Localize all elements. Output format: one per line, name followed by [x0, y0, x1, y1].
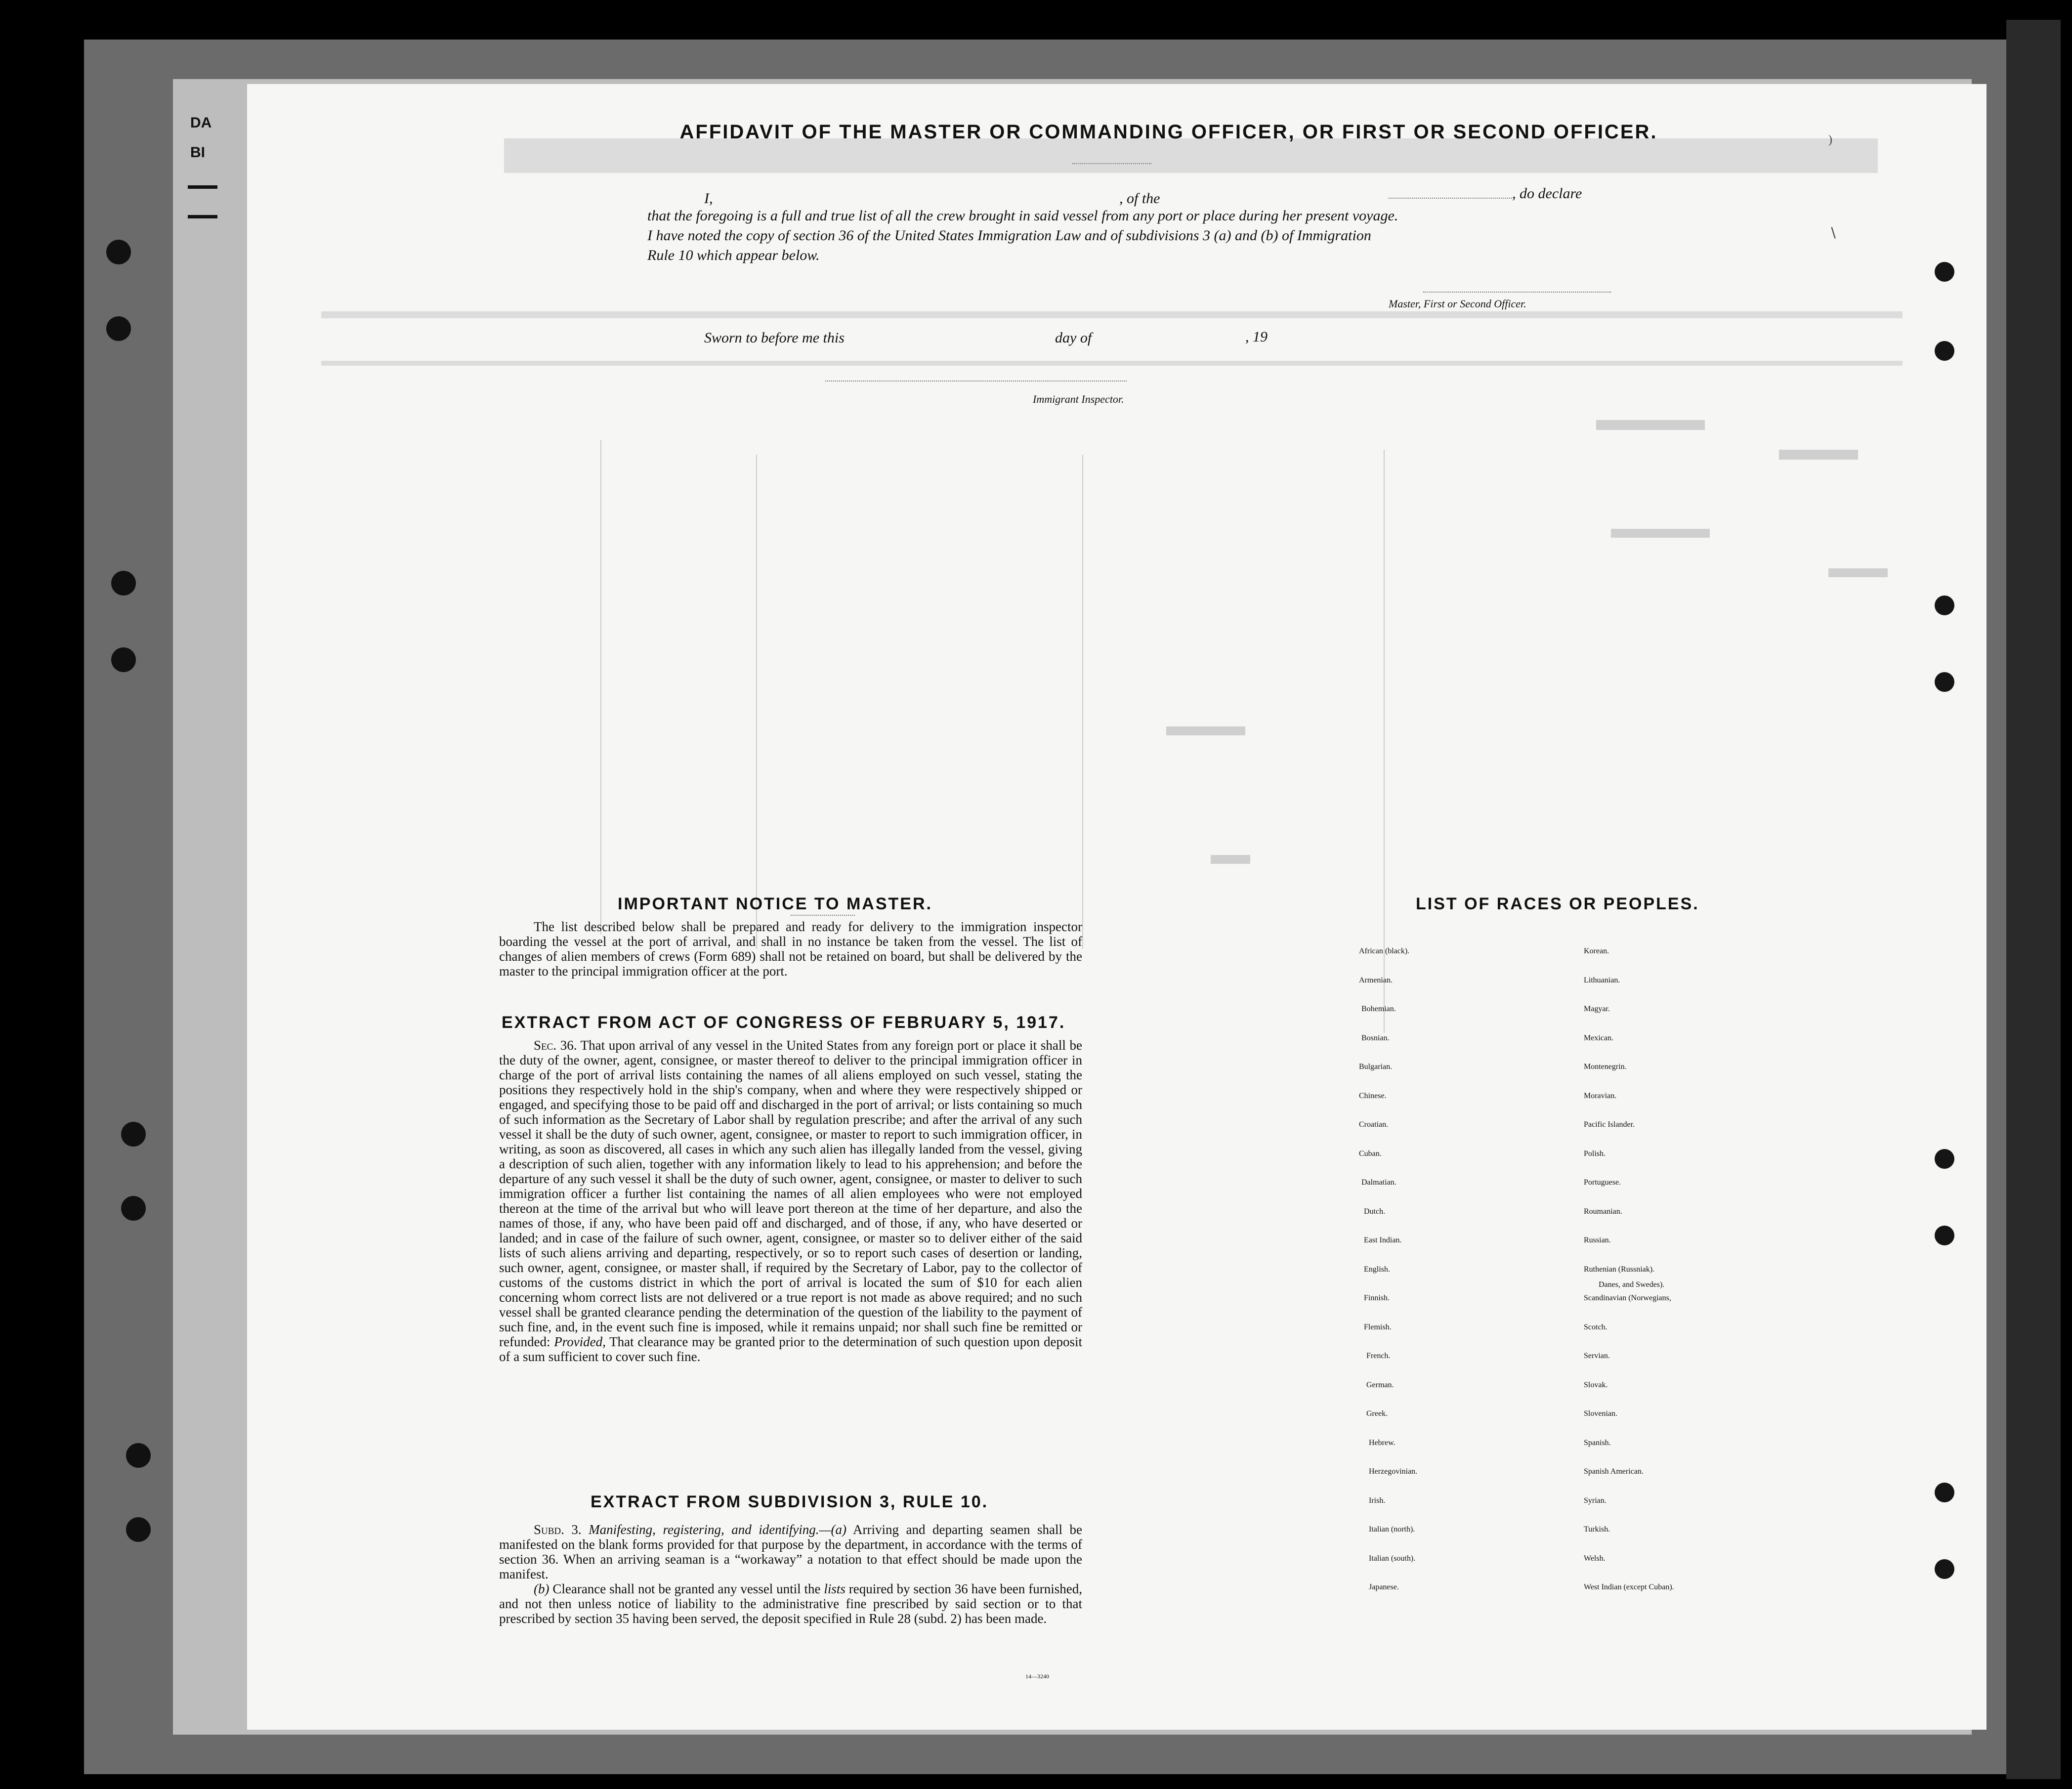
race-item: Bulgarian.	[1359, 1063, 1393, 1071]
race-item: Flemish.	[1364, 1322, 1392, 1331]
underlying-rule	[188, 185, 217, 189]
column-rule	[756, 455, 757, 949]
inspector-caption: Immigrant Inspector.	[1033, 393, 1124, 405]
race-item: West Indian (except Cuban).	[1584, 1583, 1674, 1591]
race-item: Armenian.	[1359, 976, 1393, 984]
bleed-through-mark	[1211, 855, 1250, 864]
signature-caption: Master, First or Second Officer.	[1389, 298, 1526, 310]
binder-hole	[111, 571, 136, 596]
sworn-year: , 19	[1245, 329, 1268, 345]
race-item: African (black).	[1359, 947, 1410, 955]
underlying-label-da: DA	[190, 115, 212, 131]
affidavit-do-declare: , do declare	[1512, 185, 1582, 202]
race-item: Dalmatian.	[1361, 1178, 1396, 1187]
race-item: Polish.	[1584, 1149, 1606, 1158]
punch-hole	[1935, 596, 1954, 615]
pen-mark: ∖	[1828, 226, 1837, 241]
race-item: Roumanian.	[1584, 1207, 1622, 1216]
bleed-through-header	[504, 138, 1878, 173]
column-rule	[1082, 455, 1083, 949]
inspector-rule	[825, 381, 1127, 382]
binder-hole	[126, 1517, 151, 1542]
para-b-start: Clearance shall not be granted any vessel until the	[552, 1581, 821, 1596]
sworn-text: Sworn to before me this	[704, 330, 845, 346]
race-item: Lithuanian.	[1584, 976, 1620, 984]
race-item: Italian (north).	[1369, 1525, 1415, 1533]
affidavit-line-2: that the foregoing is a full and true list of all the crew brought in said vessel from any port or place during her present voyage.	[647, 208, 1398, 224]
subd-3-heading: Manifesting, registering, and identifying.	[589, 1522, 819, 1537]
race-item: Bosnian.	[1361, 1033, 1390, 1042]
sec-36-body-end: That clearance may be granted prior to the determination of such question upon deposit of a sum sufficient to cover such fine.	[499, 1334, 1083, 1364]
races-title: LIST OF RACES OR PEOPLES.	[1416, 894, 1699, 913]
bleed-through-line	[321, 311, 1903, 318]
affidavit-line-4: Rule 10 which appear below.	[647, 247, 820, 263]
punch-hole	[1935, 1226, 1954, 1245]
race-item: Turkish.	[1584, 1525, 1610, 1533]
affidavit-title: AFFIDAVIT OF THE MASTER OR COMMANDING OFFICER, OR FIRST OR SECOND OFFICER.	[679, 121, 1658, 143]
extract-rule-title: EXTRACT FROM SUBDIVISION 3, RULE 10.	[591, 1492, 989, 1511]
race-item: Chinese.	[1359, 1091, 1387, 1100]
column-rule	[600, 440, 601, 934]
affidavit-i: I,	[704, 190, 713, 207]
race-item: Syrian.	[1584, 1496, 1607, 1505]
race-item: German.	[1366, 1380, 1394, 1389]
race-item: Greek.	[1366, 1409, 1388, 1418]
affidavit-page	[247, 84, 1987, 1730]
bleed-through-mark	[1596, 420, 1705, 430]
extract-act-title: EXTRACT FROM ACT OF CONGRESS OF FEBRUARY 5, 1917.	[502, 1013, 1066, 1032]
extract-act-block	[499, 1038, 1082, 1364]
affidavit-of-the: , of the	[1119, 190, 1160, 207]
race-item: Slovak.	[1584, 1380, 1608, 1389]
race-item: Russian.	[1584, 1236, 1611, 1244]
race-item: Portuguese.	[1584, 1178, 1621, 1187]
binder-hole	[121, 1122, 146, 1147]
binder-hole	[111, 647, 136, 672]
race-item: Bohemian.	[1361, 1005, 1396, 1013]
bleed-through-mark	[1779, 450, 1858, 460]
binder-hole	[106, 240, 131, 264]
subd-3-label: Subd. 3.	[534, 1522, 582, 1537]
vessel-name-rule	[1389, 198, 1512, 199]
race-item: Korean.	[1584, 947, 1609, 955]
sworn-day-of: day of	[1055, 330, 1092, 346]
notice-title: IMPORTANT NOTICE TO MASTER.	[618, 894, 932, 913]
race-item: Pacific Islander.	[1584, 1120, 1635, 1129]
race-item: Dutch.	[1364, 1207, 1386, 1216]
race-item: Servian.	[1584, 1352, 1610, 1360]
para-b-lists: lists	[824, 1581, 846, 1596]
sec-36-label: Sec. 36.	[534, 1038, 577, 1053]
para-b-end: required by section 36 have been furnished, and not then unless notice of liability to the administrative fine prescribed by said section or to that prescribed by section 35 having been served, the deposit specified in Rule 28 (subd. 2) has been made.	[499, 1581, 1082, 1626]
race-item: Welsh.	[1584, 1554, 1606, 1563]
race-item: Herzegovinian.	[1369, 1467, 1418, 1476]
race-item: English.	[1364, 1265, 1390, 1274]
affidavit-line-3: I have noted the copy of section 36 of the United States Immigration Law and of subdivisions 3 (a) and (b) of Immigration	[647, 227, 1371, 244]
race-item: Spanish American.	[1584, 1467, 1644, 1476]
race-item: Moravian.	[1584, 1091, 1617, 1100]
race-item: Scandinavian (Norwegians,	[1584, 1294, 1671, 1302]
race-item: Irish.	[1369, 1496, 1386, 1505]
notice-rule	[791, 915, 855, 916]
notice-body: The list described below shall be prepared and ready for delivery to the immigration inspector boarding the vessel at the port of arrival, and shall in no instance be taken from the vessel. The list of changes of alien members of crews (Form 689) shall not be retained on board, but shall be delivered by the master to the principal immigration officer at the port.	[499, 919, 1082, 979]
pen-mark: )	[1828, 133, 1832, 146]
punch-hole	[1935, 672, 1954, 692]
race-item: Montenegrin.	[1584, 1063, 1627, 1071]
binder-hole	[106, 316, 131, 341]
para-a-label: —(a)	[819, 1522, 846, 1537]
punch-hole	[1935, 1483, 1954, 1502]
para-a-text: Arriving and departing seamen shall be manifested on the blank forms provided for that purpose by the department, in accordance with the terms of section 36. When an arriving seaman is a “workaway” a notation to that effect should be made upon the manifest.	[499, 1522, 1082, 1581]
race-item: Ruthenian (Russniak).	[1584, 1265, 1655, 1274]
race-item: Scotch.	[1584, 1322, 1607, 1331]
race-item: Japanese.	[1369, 1583, 1399, 1591]
bleed-through-mark	[1828, 568, 1888, 577]
race-item: Mexican.	[1584, 1033, 1613, 1042]
race-item: Cuban.	[1359, 1149, 1382, 1158]
bleed-through-mark	[1166, 726, 1245, 735]
underlying-label-bi: BI	[190, 144, 205, 161]
signature-rule	[1423, 292, 1611, 293]
race-item: Magyar.	[1584, 1005, 1610, 1013]
race-item: Slovenian.	[1584, 1409, 1617, 1418]
punch-hole	[1935, 1149, 1954, 1169]
binder-hole	[121, 1196, 146, 1221]
provided-word: Provided,	[554, 1334, 606, 1349]
page-edge-strip	[2006, 20, 2061, 1779]
bleed-through-line	[321, 361, 1903, 366]
notice-body-block	[499, 919, 1082, 979]
race-item: East Indian.	[1364, 1236, 1402, 1244]
bleed-through-mark	[1611, 529, 1710, 538]
form-number: 14—3240	[1025, 1673, 1049, 1680]
punch-hole	[1935, 262, 1954, 282]
race-item: Spanish.	[1584, 1438, 1611, 1447]
underlying-rule	[188, 215, 217, 218]
para-b-label: (b)	[534, 1581, 550, 1596]
race-item: Croatian.	[1359, 1120, 1389, 1129]
extract-rule-block	[499, 1522, 1082, 1626]
race-item: Finnish.	[1364, 1294, 1390, 1302]
punch-hole	[1935, 1559, 1954, 1579]
sec-36-body: That upon arrival of any vessel in the United States from any foreign port or place it shall be the duty of the owner, agent, consignee, or master thereof to deliver to the principal immigration officer in charge of the port of arrival lists containing the names of all aliens employed on such vessel, stating the positions they respectively hold in the ship's company, when and where they were respectively shipped or engaged, and specifying those to be paid off and discharged in the port of arrival; or lists containing so much of such information as the Secretary of Labor shall by regulation prescribe; and after the arrival of any such vessel it shall be the duty of such owner, agent, consignee, or master to report to such immigration officer, in writing, as soon as discovered, all cases in which any such alien has illegally landed from the vessel, giving a description of such alien, together with any information likely to lead to his apprehension; and before the departure of any such vessel it shall be the duty of such owner, agent, consignee, or master to deliver to such immigration officer a further list containing the names of all alien employees who were not employed thereon at the time of the arrival but who will leave port thereon at the time of her departure, and also the names of those, if any, who have been paid off and discharged, and of those, if any, who have deserted or landed; and in case of the failure of such owner, agent, consignee, or master so to deliver either of the said lists of such aliens arriving and departing, respectively, or so to report such cases of desertion or landing, such owner, agent, consignee, or master shall, if required by the Secretary of Labor, pay to the collector of customs of the customs district in which the port of arrival is located the sum of $10 for each alien concerning whom correct lists are not delivered or a true report is not made as above required; and no such vessel shall be granted clearance pending the determination of the question of the liability to the payment of such fine, and, in the event such fine is imposed, while it remains unpaid; nor shall such fine be remitted or refunded:	[499, 1038, 1082, 1349]
race-item-continuation: Danes, and Swedes).	[1599, 1280, 1665, 1289]
race-item: Italian (south).	[1369, 1554, 1416, 1563]
race-item: Hebrew.	[1369, 1438, 1395, 1447]
binder-hole	[126, 1443, 151, 1468]
punch-hole	[1935, 341, 1954, 361]
race-item: French.	[1366, 1352, 1391, 1360]
title-rule	[1072, 163, 1151, 164]
